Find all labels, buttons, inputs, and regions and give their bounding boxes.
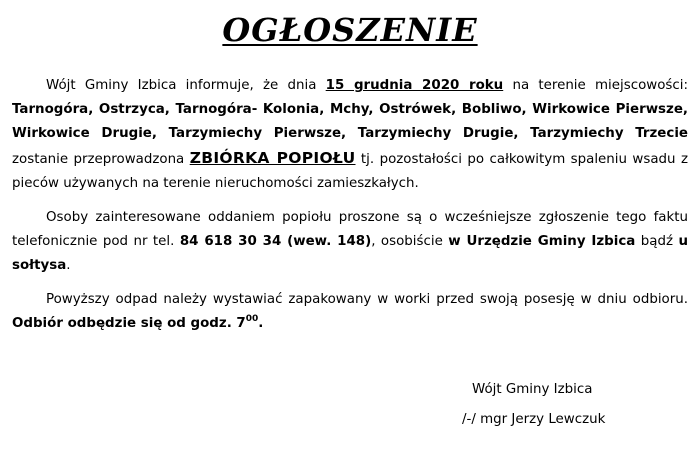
- paragraph-pickup: [12, 288, 688, 336]
- pickup-time-text: Odbiór odbędzie się od godz. 7: [12, 316, 246, 331]
- paragraph-registration: [12, 206, 688, 278]
- p2-text-1: Osoby zainteresowane oddaniem popiołu proszone są o wcześniejsze zgłoszenie tego faktu telefonicznie pod nr tel.: [12, 210, 688, 249]
- pickup-time: [12, 316, 263, 331]
- pickup-time-minutes: 00: [245, 314, 259, 324]
- phone-number: 84 618 30 34 (wew. 148): [179, 234, 372, 249]
- p1-text-1: Wójt Gminy Izbica informuje, że dnia: [46, 78, 326, 93]
- office-location: w Urzędzie Gminy Izbica: [448, 234, 636, 249]
- pickup-time-period: .: [258, 316, 264, 331]
- announcement-body: [12, 74, 688, 336]
- p2-text-3: bądź: [635, 234, 679, 249]
- p2-text-4: .: [66, 258, 71, 273]
- page-title: OGŁOSZENIE: [222, 11, 478, 49]
- village-list: Tarnogóra, Ostrzyca, Tarnogóra- Kolonia, Mchy, Ostrówek, Bobliwo, Wirkowice Pierwsze, Wirkowice Drugie, Tarzymiechy Pierwsze, Tarzymiechy Drugie, Tarzymiechy Trzecie: [12, 102, 688, 141]
- event-name: ZBIÓRKA POPIOŁU: [189, 149, 356, 167]
- p2-text-2: , osobiście: [371, 234, 449, 249]
- paragraph-collection-info: [12, 74, 688, 196]
- signature-block: [440, 378, 680, 432]
- signature-title: Wójt Gminy Izbica: [472, 382, 593, 397]
- soltys-contact: u sołtysa: [12, 234, 689, 273]
- p3-text-1: Powyższy odpad należy wystawiać zapakowany w worki przed swoją posesję w dniu odbioru.: [46, 292, 688, 307]
- signature-name: /-/ mgr Jerzy Lewczuk: [462, 412, 606, 427]
- p1-text-4: tj. pozostałości po całkowitym spaleniu wsadu z pieców używanych na terenie nieruchomości zamieszkałych.: [12, 152, 688, 191]
- p1-text-2: na terenie miejscowości:: [503, 78, 688, 93]
- collection-date: 15 grudnia 2020 roku: [325, 78, 504, 93]
- p1-text-3: zostanie przeprowadzona: [12, 152, 190, 167]
